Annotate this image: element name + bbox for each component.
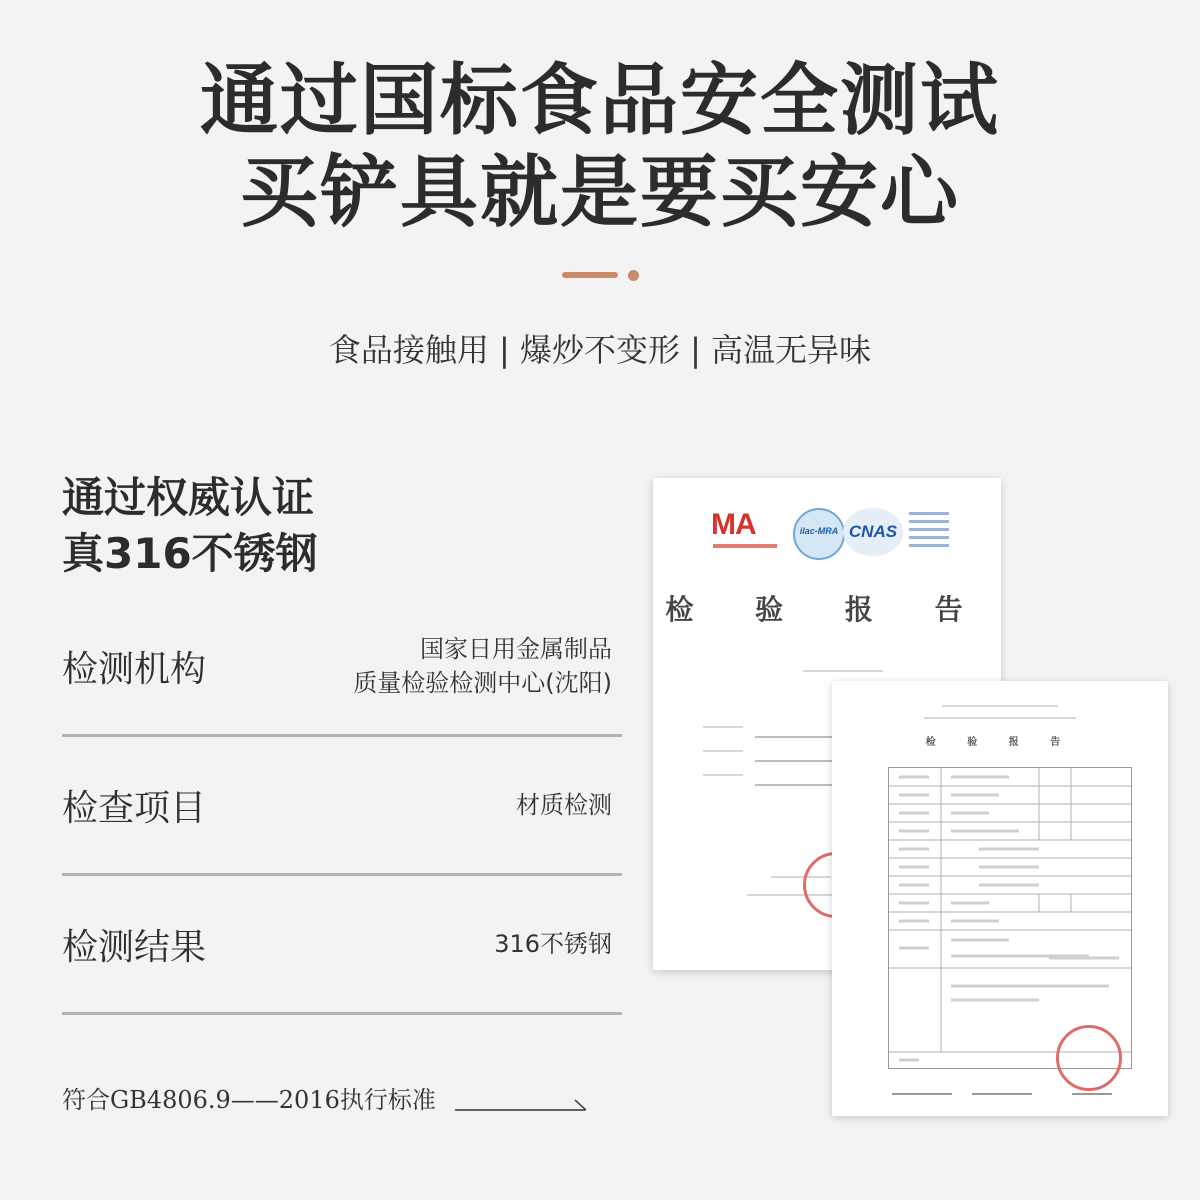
field-label-line <box>703 774 743 776</box>
spec-label: 检查项目 <box>62 787 207 829</box>
ilac-logo <box>793 508 845 560</box>
spec-label: 检测结果 <box>62 926 207 968</box>
certification-title <box>62 470 622 582</box>
report-title: 检 验 报 告 <box>665 593 989 626</box>
report-title-small: 检 验 报 告 <box>925 737 1075 748</box>
field-label-line <box>703 750 743 752</box>
signature-line <box>972 1093 1032 1095</box>
feature-subline: 食品接触用 | 爆炒不变形 | 高温无异味 <box>328 331 872 369</box>
signature-line <box>892 1093 952 1095</box>
cma-logo: MA <box>711 508 756 541</box>
spec-rows <box>62 598 622 1015</box>
spec-value: 316不锈钢 <box>494 930 612 958</box>
report-document-detail-page <box>832 681 1168 1116</box>
arrow-right-icon <box>455 1098 589 1114</box>
accent-divider <box>562 270 642 280</box>
spec-value: 材质检测 <box>516 791 612 819</box>
report-table-grid <box>889 768 1131 1068</box>
official-stamp <box>1056 1025 1122 1091</box>
report-table <box>888 767 1132 1069</box>
spec-value-line-1: 国家日用金属制品 <box>420 635 612 663</box>
signature-line <box>1072 1093 1112 1095</box>
spec-label: 检测机构 <box>62 648 207 690</box>
cnas-logo-text: CNAS <box>848 522 898 541</box>
cnas-caption-lines <box>909 512 949 552</box>
spec-row-item <box>62 737 622 876</box>
certification-logos <box>711 508 951 558</box>
spec-row-result <box>62 876 622 1015</box>
cnas-logo <box>843 508 903 556</box>
headline-line-2: 买铲具就是要买安心 <box>239 148 960 238</box>
headline-line-1: 通过国标食品安全测试 <box>199 56 1000 146</box>
report-number-line <box>803 670 883 672</box>
standard-note: 符合GB4806.9——2016执行标准 <box>62 1086 436 1114</box>
accent-dot <box>628 270 639 281</box>
spec-value <box>353 632 622 700</box>
certification-title-line-2: 真316不锈钢 <box>62 529 318 578</box>
headline <box>0 55 1200 239</box>
institution-header-line <box>942 705 1058 707</box>
certification-title-line-1: 通过权威认证 <box>62 473 315 522</box>
accent-bar <box>562 272 618 278</box>
field-label-line <box>703 726 743 728</box>
institution-header-line <box>924 717 1076 719</box>
spec-row-institution <box>62 598 622 737</box>
spec-value-line-2: 质量检验检测中心(沈阳) <box>353 669 612 697</box>
ilac-logo-text: ilac-MRA <box>799 526 839 536</box>
cma-logo-underline <box>713 544 777 548</box>
